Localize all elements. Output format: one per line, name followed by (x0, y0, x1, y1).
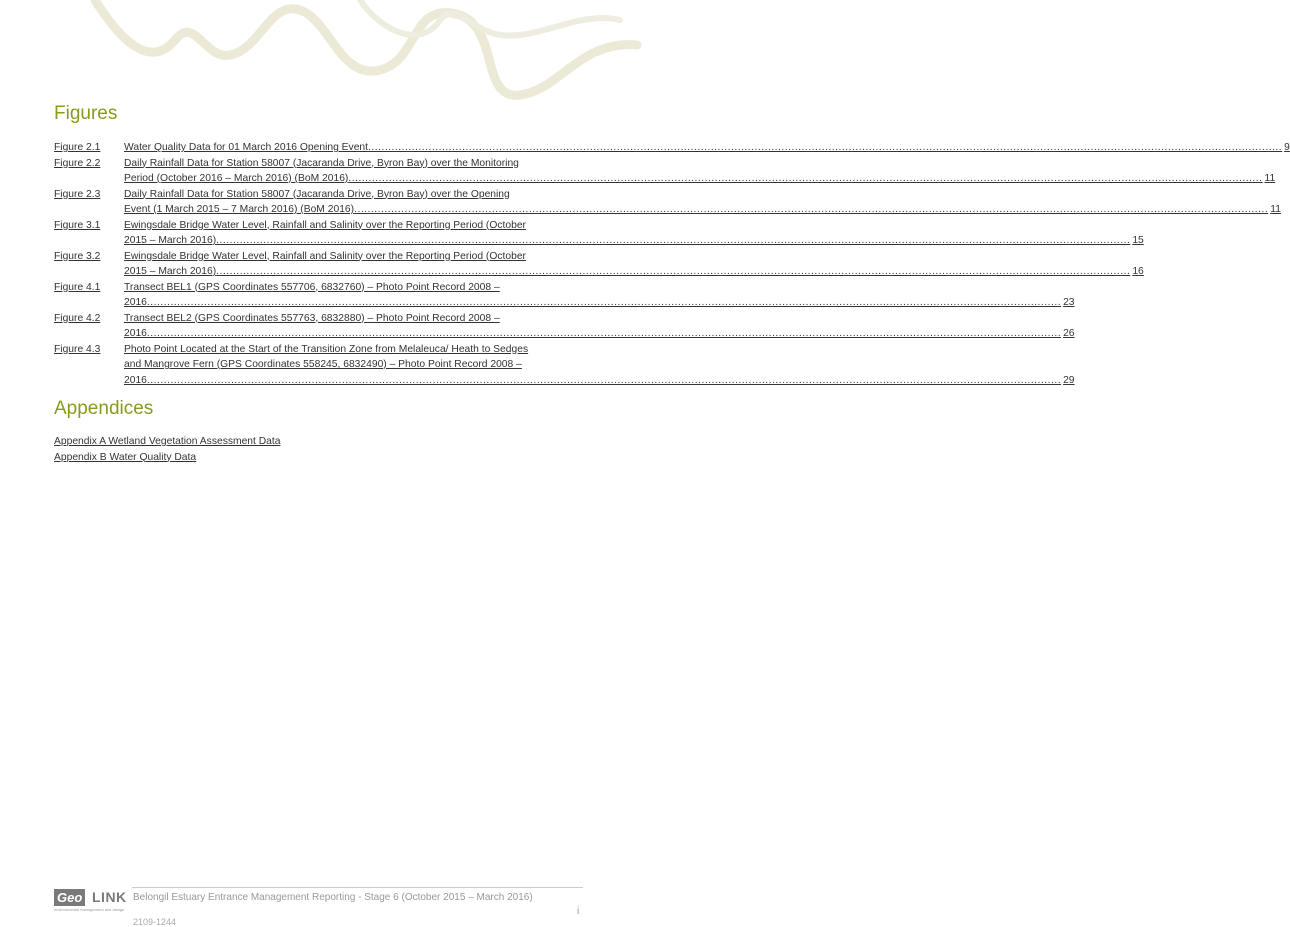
figure-title-last-line (124, 295, 1075, 311)
figure-title-text: 2016 (124, 328, 147, 339)
figures-list (54, 140, 1290, 388)
figure-entry[interactable] (54, 280, 1075, 311)
footer-divider (132, 887, 583, 888)
figure-title-last-line (124, 373, 1075, 389)
figure-title[interactable] (124, 249, 1144, 280)
figure-number[interactable]: Figure 2.3 (54, 188, 101, 200)
figure-title-text: 2015 – March 2016) (124, 235, 217, 246)
leader-dots (216, 264, 1130, 280)
appendices-list (54, 434, 281, 465)
logo-geo-text: Geo (54, 889, 85, 906)
leader-dots (354, 202, 1268, 218)
figure-title[interactable] (124, 140, 1290, 156)
figure-title-line: Ewingsdale Bridge Water Level, Rainfall and Salinity over the Reporting Period (October (124, 219, 526, 231)
figure-title-last-line (124, 326, 1075, 342)
figure-title-line: Daily Rainfall Data for Station 58007 (Jacaranda Drive, Byron Bay) over the Monitoring (124, 157, 519, 169)
figure-title-text: Water Quality Data for 01 March 2016 Opening Event (124, 142, 369, 153)
logo-link-text: LINK (92, 889, 127, 905)
figure-title[interactable] (124, 311, 1075, 342)
figure-entry[interactable] (54, 311, 1075, 342)
figure-title-text: 2016 (124, 297, 147, 308)
appendices-heading: Appendices (54, 398, 154, 419)
decorative-swirl-graphic (0, 0, 637, 110)
figure-entry[interactable] (54, 218, 1144, 249)
leader-dots (216, 233, 1130, 249)
figure-title-line: and Mangrove Fern (GPS Coordinates 558245, 6832490) – Photo Point Record 2008 – (124, 359, 522, 370)
figure-title-line: Ewingsdale Bridge Water Level, Rainfall and Salinity over the Reporting Period (October (124, 250, 526, 262)
figure-page-number: 16 (1132, 266, 1144, 277)
figure-page-number: 23 (1063, 297, 1075, 308)
figure-page-number: 11 (1264, 173, 1276, 184)
figure-title-text: 2015 – March 2016) (124, 266, 217, 277)
figure-page-number: 26 (1063, 328, 1075, 339)
figures-heading: Figures (54, 103, 118, 124)
figure-number[interactable]: Figure 4.1 (54, 281, 101, 293)
figure-title-line: Transect BEL1 (GPS Coordinates 557706, 6832760) – Photo Point Record 2008 – (124, 281, 500, 293)
figure-entry[interactable] (54, 156, 1276, 187)
leader-dots (147, 373, 1061, 389)
figure-title[interactable] (124, 218, 1144, 249)
figure-title-text: 2016 (124, 374, 147, 386)
leader-dots (147, 295, 1061, 311)
figure-title-line: Daily Rainfall Data for Station 58007 (Jacaranda Drive, Byron Bay) over the Opening (124, 188, 510, 200)
figure-number[interactable]: Figure 4.2 (54, 312, 101, 324)
figure-entry[interactable] (54, 187, 1281, 218)
figure-title-line: Photo Point Located at the Start of the Transition Zone from Melaleuca/ Heath to Sedges (124, 343, 529, 355)
figure-entry[interactable] (54, 140, 1290, 156)
figure-page-number: 11 (1270, 204, 1281, 215)
figure-title-text: Event (1 March 2015 – 7 March 2016) (BoM 2016) (124, 204, 355, 215)
figure-number[interactable]: Figure 2.2 (54, 157, 101, 169)
figure-number[interactable]: Figure 3.1 (54, 219, 101, 231)
figure-page-number: 9 (1284, 142, 1290, 153)
appendix-link-a[interactable]: Appendix A Wetland Vegetation Assessment Data (54, 436, 281, 447)
figure-page-number: 15 (1132, 235, 1144, 246)
footer-title: Belongil Estuary Entrance Management Reporting - Stage 6 (October 2015 – March 2016) (133, 892, 533, 903)
figure-title[interactable] (124, 280, 1075, 311)
figure-title-last-line (124, 140, 1290, 156)
figure-entry[interactable] (54, 342, 1075, 389)
figure-title[interactable] (124, 187, 1281, 218)
page-footer (54, 887, 583, 927)
geolink-logo (54, 889, 126, 915)
figure-title[interactable] (124, 342, 1075, 389)
figure-title-text: Period (October 2016 – March 2016) (BoM 2016) (124, 173, 349, 184)
footer-doc-code: 2109-1244 (133, 917, 177, 927)
figure-title-last-line (124, 202, 1281, 218)
figure-number[interactable]: Figure 4.3 (54, 343, 101, 355)
figure-title-last-line (124, 264, 1144, 280)
figure-number[interactable]: Figure 3.2 (54, 250, 101, 262)
leader-dots (147, 326, 1061, 342)
figure-title[interactable] (124, 156, 1275, 187)
figure-title-last-line (124, 233, 1144, 249)
logo-tagline: environmental management and design (54, 907, 125, 912)
footer-page-number: i (577, 906, 580, 917)
figure-entry[interactable] (54, 249, 1144, 280)
leader-dots (368, 140, 1282, 156)
figure-number[interactable]: Figure 2.1 (54, 142, 101, 153)
leader-dots (348, 171, 1262, 187)
figure-page-number: 29 (1063, 374, 1075, 386)
figure-title-last-line (124, 171, 1275, 187)
appendix-link-b[interactable]: Appendix B Water Quality Data (54, 451, 197, 463)
figure-title-line: Transect BEL2 (GPS Coordinates 557763, 6832880) – Photo Point Record 2008 – (124, 312, 500, 324)
